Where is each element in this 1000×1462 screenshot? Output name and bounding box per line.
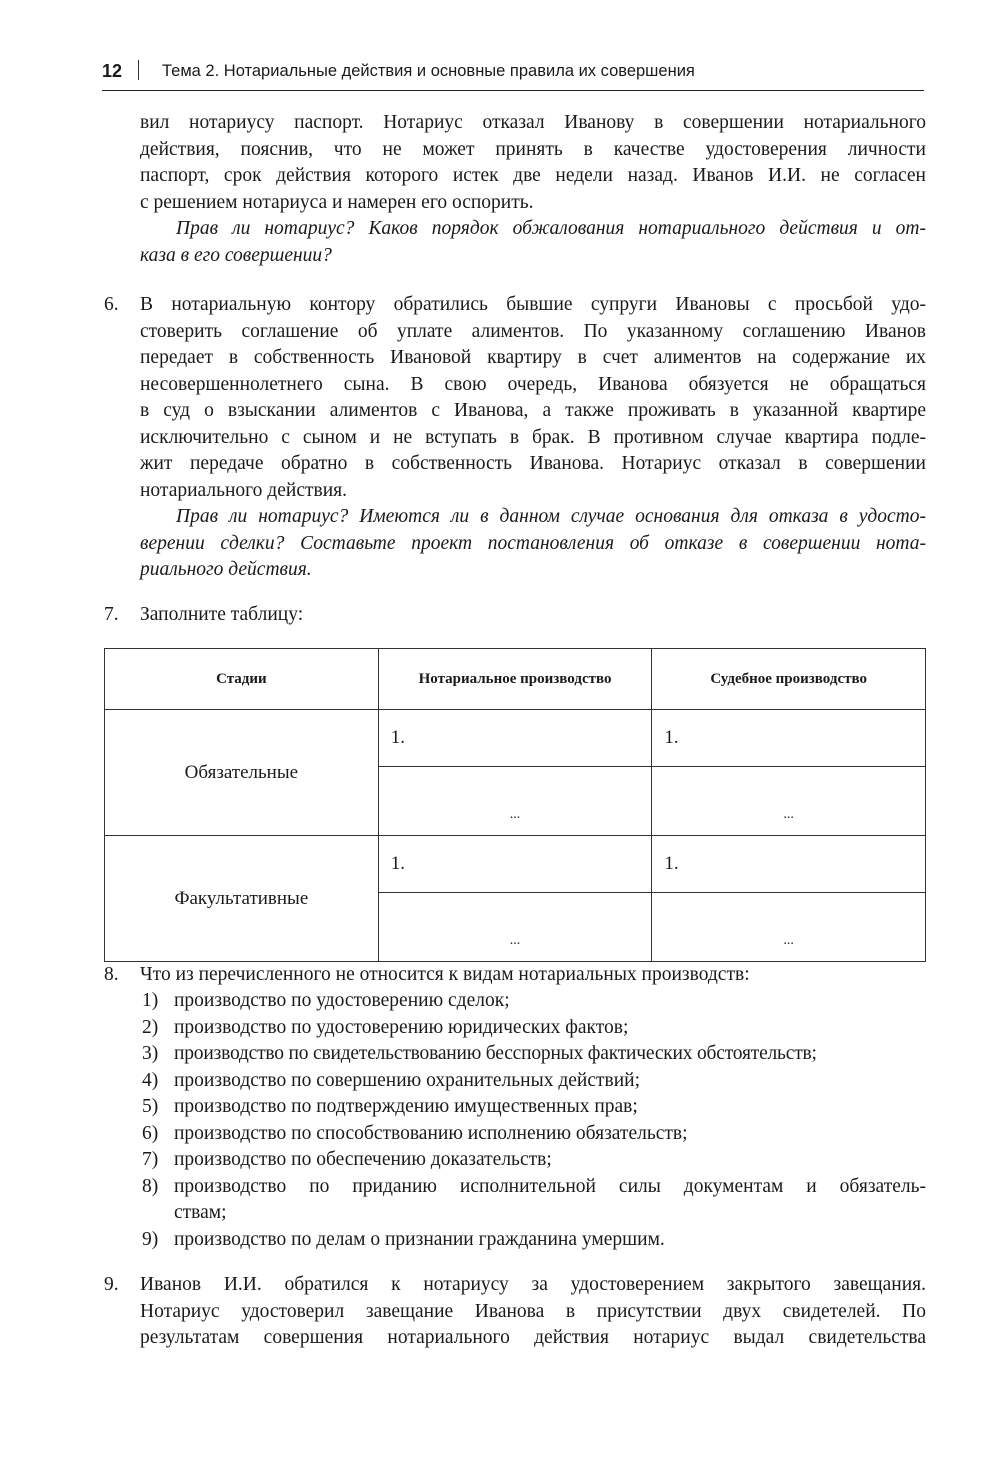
text-line: стоверить соглашение об уплате алиментов. По указанному соглашению Иванов [140,320,926,342]
text-line: несовершеннолетнего сына. В свою очередь, Иванова обязуется не обращаться [140,373,926,395]
text-line: В нотариальную контору обратились бывшие супруги Ивановы с просьбой удо- [140,294,926,315]
table-header-row [105,649,926,710]
list-item [140,1121,926,1148]
intro-paragraph [140,110,926,216]
text-line: исключительно с сыном и не вступать в брак. В противном случае квартира подле- [140,426,926,448]
question-line: каза в его совершении? [140,244,332,266]
text-line: паспорт, срок действия которого истек две недели назад. Иванов И.И. не согласен [140,165,926,186]
column-header: Нотариальное производство [378,649,652,710]
column-header: Судебное производство [652,649,926,710]
question-line: Прав ли нотариус? Имеются ли в данном случае основания для отказа в удосто- [176,506,926,527]
text-line: Нотариус удостоверил завещание Иванова в присутствии двух свидетелей. По [140,1300,926,1322]
text-line: в суд о взыскании алиментов с Иванова, а также проживать в указанной квартире [140,400,926,421]
item-text: ствам; [174,1202,227,1223]
table-cell: ... [378,767,652,836]
text-line: Заполните таблицу: [140,604,304,625]
item-text: производство по способствованию исполнению обязательств; [174,1122,688,1144]
column-header: Стадии [105,649,379,710]
text-line: передает в собственность Ивановой квартиру в счет алиментов на содержание их [140,347,926,368]
item-text: производство по делам о признании гражданина умершим. [174,1228,665,1250]
list-item [140,1227,926,1254]
task-number: 7. [104,604,119,625]
text-line: результатам совершения нотариального действия нотариус выдал свидетельства [140,1327,926,1348]
intro-question [140,216,926,269]
list-item [140,1174,926,1227]
answer-options-list [140,988,926,1253]
chapter-title: Тема 2. Нотариальные действия и основные правила их совершения [162,62,695,80]
item-number: 3) [142,1043,159,1064]
item-number: 6) [142,1122,159,1144]
list-item [140,1015,926,1042]
table-row [105,836,926,893]
item-number: 1) [142,990,159,1011]
table-cell: ... [652,767,926,836]
text-line: жит передаче обратно в собственность Иванова. Нотариус отказал в совершении [140,453,926,474]
table-row [105,710,926,767]
table-cell: 1. [378,836,652,893]
item-number: 7) [142,1149,159,1170]
task-8-text [140,962,926,989]
item-text: производство по удостоверению юридических фактов; [174,1016,629,1038]
task-number: 8. [104,964,119,985]
item-text: производство по совершению охранительных действий; [174,1069,641,1091]
item-number: 5) [142,1096,159,1117]
list-item [140,1041,926,1068]
task-6-text [140,292,926,504]
text-line: вил нотариусу паспорт. Нотариус отказал Иванову в совершении нотариального [140,112,926,133]
task-number: 6. [104,294,119,315]
text-line: нотариального действия. [140,479,347,501]
header-separator [138,60,139,80]
table-cell: ... [378,893,652,962]
text-line: действия, пояснив, что не может принять в качестве удостоверения личности [140,138,926,160]
task-6-question [140,504,926,584]
item-number: 9) [142,1228,159,1250]
table-cell: 1. [378,710,652,767]
item-text: производство по приданию исполнительной силы документам и обязатель- [174,1175,926,1197]
item-text: производство по обеспечению доказательств; [174,1149,552,1170]
task-9-text [140,1272,926,1352]
stage-cell: Обязательные [105,710,379,836]
text-line: с решением нотариуса и намерен его оспорить. [140,191,534,213]
stage-cell: Факультативные [105,836,379,962]
text-line: Иванов И.И. обратился к нотариусу за удостоверением закрытого завещания. [140,1274,926,1295]
table-cell: ... [652,893,926,962]
list-item [140,1068,926,1095]
text-line: Что из перечисленного не относится к видам нотариальных производств: [140,964,750,985]
running-header [102,58,924,91]
item-text: производство по свидетельствованию бесспорных фактических обстоятельств; [174,1043,817,1064]
table-cell: 1. [652,836,926,893]
question-line: верении сделки? Составьте проект постановления об отказе в совершении нота- [140,532,926,554]
table-cell: 1. [652,710,926,767]
stages-table [104,648,926,962]
item-number: 2) [142,1016,159,1038]
item-number: 8) [142,1175,159,1197]
question-line: риального действия. [140,559,312,580]
task-7-text [140,602,926,629]
list-item [140,1094,926,1121]
question-line: Прав ли нотариус? Каков порядок обжалования нотариального действия и от- [176,218,926,239]
list-item [140,988,926,1015]
item-text: производство по подтверждению имущественных прав; [174,1096,638,1117]
item-text: производство по удостоверению сделок; [174,990,510,1011]
task-number: 9. [104,1274,119,1295]
page-number: 12 [102,61,123,81]
item-number: 4) [142,1069,159,1091]
list-item [140,1147,926,1174]
